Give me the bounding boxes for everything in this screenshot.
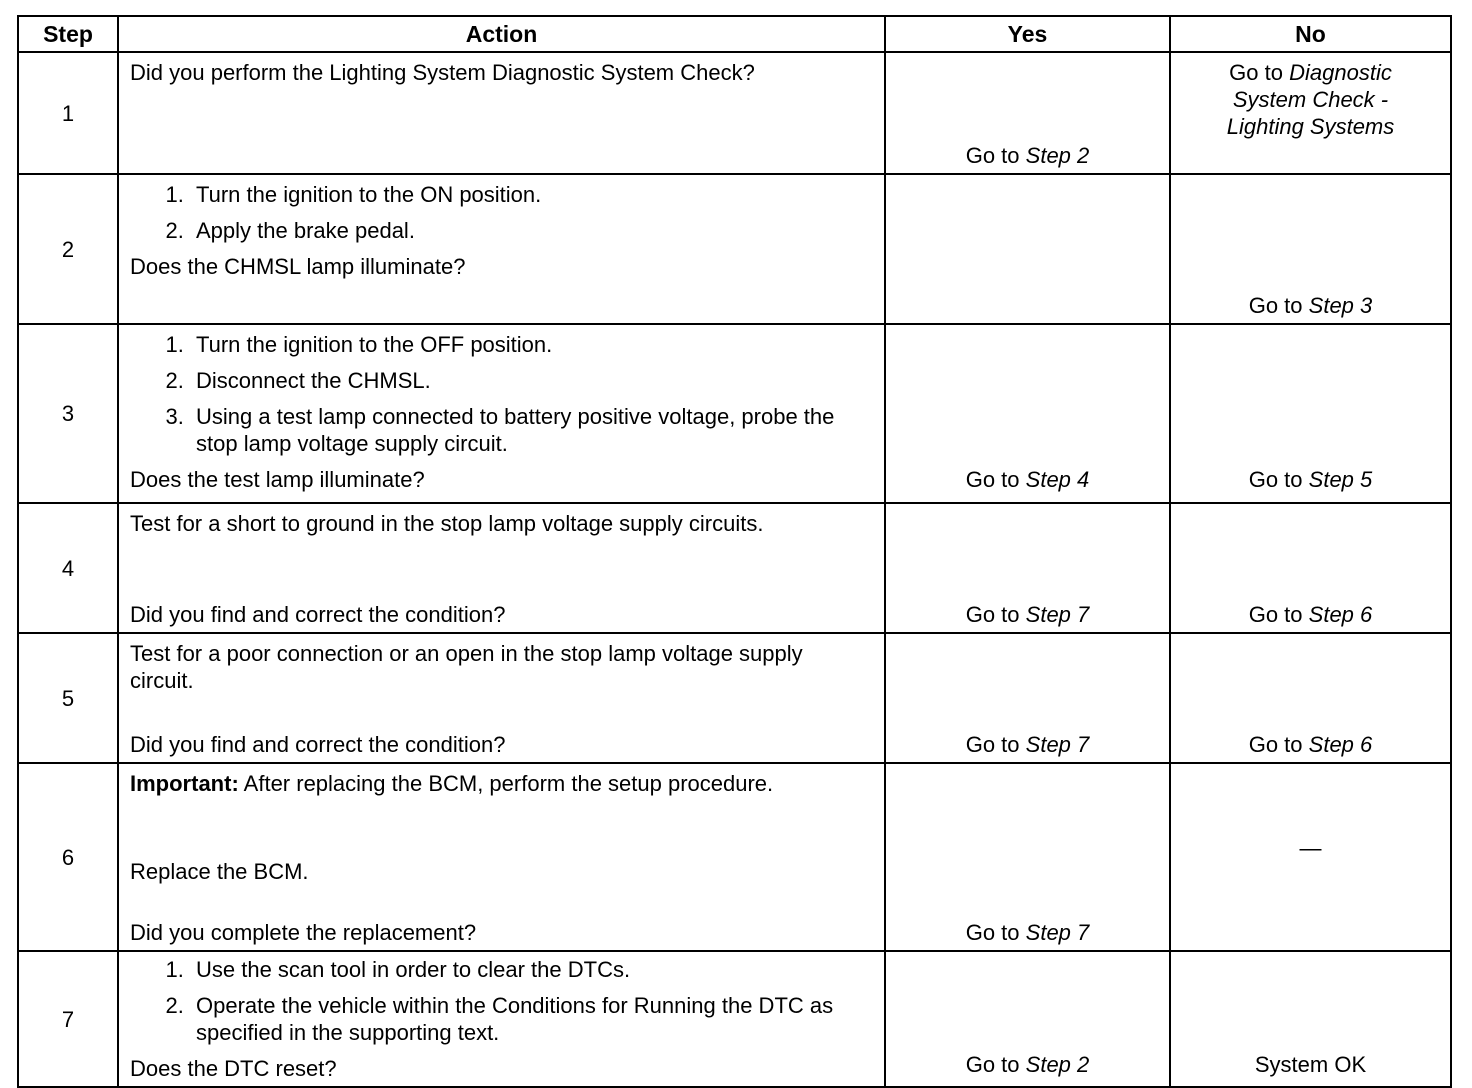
yes-cell (885, 503, 1170, 633)
yes-goto: Go to Step 7 (965, 602, 1090, 627)
yes-cell (885, 633, 1170, 763)
yes-goto: Go to Step 7 (965, 732, 1090, 757)
no-goto: Go to Step 6 (1248, 732, 1373, 757)
step-number: 4 (18, 503, 118, 633)
yes-goto: Go to Step 2 (965, 1052, 1090, 1077)
diagnostic-table (17, 15, 1452, 1088)
question-text: Did you complete the replacement? (130, 920, 477, 945)
important-text: After replacing the BCM, perform the setup procedure. (238, 771, 774, 796)
action-list (130, 956, 874, 1046)
important-note (130, 770, 874, 797)
action-cell (118, 763, 885, 951)
action-cell (118, 324, 885, 503)
action-cell (118, 503, 885, 633)
yes-goto: Go to Step 4 (965, 467, 1090, 492)
step-number: 1 (18, 52, 118, 174)
step-number: 2 (18, 174, 118, 324)
action-cell (118, 951, 885, 1087)
table-row (18, 633, 1451, 763)
list-item: 2. Disconnect the CHMSL. (190, 367, 874, 394)
list-item: 1. Turn the ignition to the ON position. (190, 181, 874, 208)
yes-cell (885, 52, 1170, 174)
table-row (18, 503, 1451, 633)
yes-cell (885, 174, 1170, 324)
header-yes: Yes (885, 16, 1170, 52)
question-text: Does the CHMSL lamp illuminate? (130, 254, 466, 279)
yes-cell (885, 951, 1170, 1087)
no-cell (1170, 503, 1451, 633)
step-number: 5 (18, 633, 118, 763)
action-list (130, 331, 874, 457)
no-value: — (1299, 835, 1322, 861)
yes-goto: Go to Step 7 (965, 920, 1090, 945)
action-cell (118, 52, 885, 174)
no-goto: Go to Step 3 (1248, 293, 1373, 318)
header-action: Action (118, 16, 885, 52)
action-text: Replace the BCM. (130, 859, 309, 884)
question-text: Did you find and correct the condition? (130, 602, 506, 627)
table-row (18, 174, 1451, 324)
action-cell (118, 174, 885, 324)
question-text: Does the test lamp illuminate? (130, 467, 425, 492)
question-text: Does the DTC reset? (130, 1056, 337, 1081)
no-cell (1170, 174, 1451, 324)
table-row (18, 763, 1451, 951)
table-row (18, 52, 1451, 174)
no-value: System OK (1254, 1052, 1367, 1077)
list-item: 2. Apply the brake pedal. (190, 217, 874, 244)
list-item: 1. Turn the ignition to the OFF position. (190, 331, 874, 358)
no-goto: Go to Diagnostic System Check - Lighting Systems (1226, 60, 1395, 139)
action-text: Test for a poor connection or an open in the stop lamp voltage supply circuit. (130, 641, 803, 693)
yes-goto: Go to Step 2 (965, 143, 1090, 168)
action-cell (118, 633, 885, 763)
no-goto: Go to Step 6 (1248, 602, 1373, 627)
question-text: Did you perform the Lighting System Diagnostic System Check? (130, 60, 755, 85)
no-cell (1170, 324, 1451, 503)
table-row (18, 324, 1451, 503)
action-text: Test for a short to ground in the stop lamp voltage supply circuits. (130, 511, 764, 536)
no-cell (1170, 633, 1451, 763)
table-row (18, 951, 1451, 1087)
action-list (130, 181, 874, 244)
list-item: 3. Using a test lamp connected to battery positive voltage, probe the stop lamp voltage supply circuit. (190, 403, 874, 457)
no-goto: Go to Step 5 (1248, 467, 1373, 492)
important-label: Important: (130, 771, 239, 796)
step-number: 7 (18, 951, 118, 1087)
yes-cell (885, 324, 1170, 503)
yes-cell (885, 763, 1170, 951)
header-no: No (1170, 16, 1451, 52)
no-cell (1170, 951, 1451, 1087)
step-number: 3 (18, 324, 118, 503)
list-item: 1. Use the scan tool in order to clear the DTCs. (190, 956, 874, 983)
step-number: 6 (18, 763, 118, 951)
no-cell (1170, 763, 1451, 951)
header-step: Step (18, 16, 118, 52)
list-item: 2. Operate the vehicle within the Conditions for Running the DTC as specified in the supporting text. (190, 992, 874, 1046)
header-row (18, 16, 1451, 52)
no-cell (1170, 52, 1451, 174)
question-text: Did you find and correct the condition? (130, 732, 506, 757)
